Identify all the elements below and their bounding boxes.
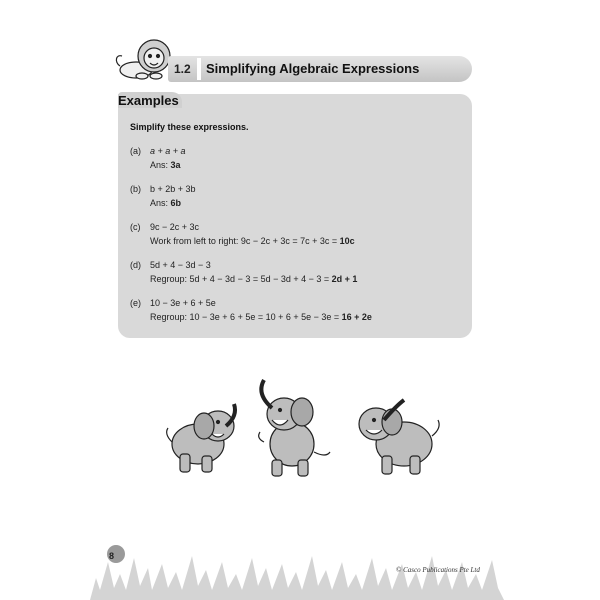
solution-prefix: Regroup: 10 − 3e + 6 + 5e = 10 + 6 + 5e − 3e =: [150, 312, 342, 322]
copyright-text: © Casco Publications Pte Ltd: [396, 566, 480, 574]
section-divider: [197, 58, 201, 80]
example-answer: 16 + 2e: [341, 312, 372, 322]
example-expression: 5d + 4 − 3d − 3: [150, 260, 211, 270]
elephant-middle-icon: [259, 380, 330, 476]
example-answer: 3a: [170, 160, 181, 170]
example-expression: 10 − 3e + 6 + 5e: [150, 298, 216, 308]
example-expression: a + a + a: [150, 146, 186, 156]
example-answer: 2d + 1: [331, 274, 358, 284]
example-expression: b + 2b + 3b: [150, 184, 196, 194]
elephants-illustration: [160, 374, 446, 486]
example-solution: [150, 236, 355, 246]
example-label: (a): [130, 146, 141, 156]
examples-instruction: Simplify these expressions.: [130, 122, 249, 132]
section-title: Simplifying Algebraic Expressions: [206, 61, 420, 76]
example-answer: 6b: [170, 198, 182, 208]
page-number: 8: [109, 551, 115, 561]
example-answer: 10c: [339, 236, 355, 246]
example-label: (b): [130, 184, 141, 194]
example-label: (e): [130, 298, 141, 308]
example-solution: [150, 312, 372, 322]
elephant-right-icon: [359, 400, 439, 474]
example-label: (c): [130, 222, 141, 232]
elephant-left-icon: [167, 404, 235, 472]
examples-heading: Examples: [118, 93, 179, 108]
grass-border: [0, 538, 600, 600]
solution-prefix: Ans:: [150, 198, 171, 208]
solution-prefix: Work from left to right: 9c − 2c + 3c = 7c + 3c =: [150, 236, 340, 246]
example-solution: [150, 198, 181, 208]
solution-prefix: Ans:: [150, 160, 171, 170]
example-solution: [150, 160, 181, 170]
solution-prefix: Regroup: 5d + 4 − 3d − 3 = 5d − 3d + 4 − 3 =: [150, 274, 332, 284]
example-expression: 9c − 2c + 3c: [150, 222, 200, 232]
example-solution: [150, 274, 357, 284]
example-label: (d): [130, 260, 141, 270]
section-number: 1.2: [174, 62, 191, 76]
